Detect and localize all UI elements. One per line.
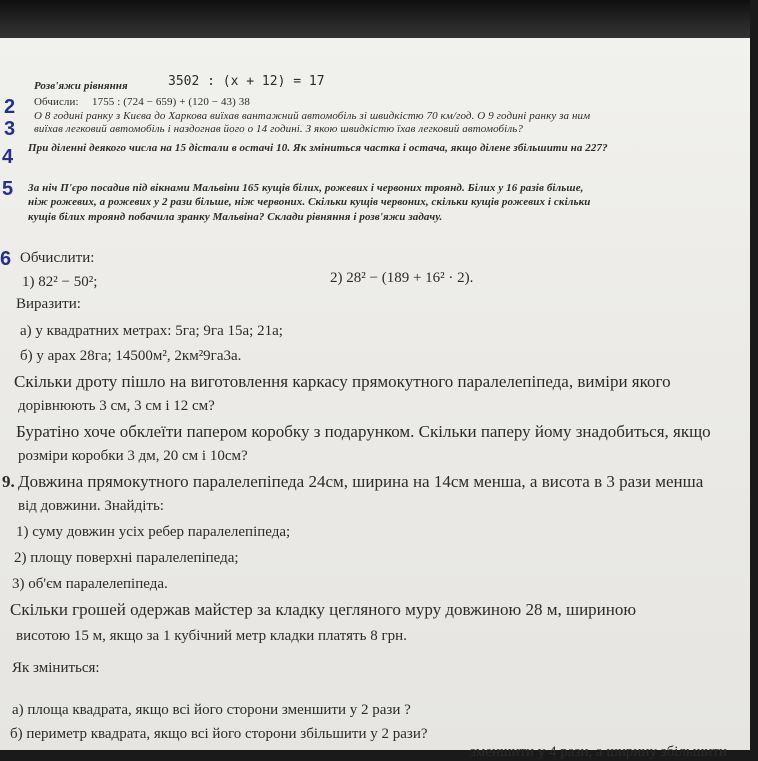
change-item-a: а) площа квадрата, якщо всі його сторони зменшити у 2 рази ? <box>12 702 411 718</box>
problem-9-number: 9. <box>2 472 15 491</box>
change-item-b: б) периметр квадрата, якщо всі його сторони збільшити у 2 рази? <box>10 726 428 742</box>
problem-3-line-1: О 8 годині ранку з Києва до Харкова виїхав вантажний автомобіль зі швидкістю 70 км/год. О 9 годині ранку за ним <box>34 110 591 122</box>
textbook-page <box>0 38 750 760</box>
problem-5-line-2: ніж рожевих, а рожевих у 2 рази більше, ніж червоних. Скільки кущів червоних, скільки кущів рожевих і скільки <box>28 196 591 208</box>
wire-problem-line-2: дорівнюють 3 см, 3 см і 12 см? <box>18 398 215 414</box>
handwritten-mark-6: 6 <box>0 248 12 270</box>
change-item-c-partial: зменшити у 4 рази, а ширину збільшити <box>470 744 727 760</box>
handwritten-mark-5: 5 <box>2 178 14 200</box>
equation: 3502 : (x + 12) = 17 <box>168 74 325 89</box>
change-title: Як зміниться: <box>12 660 100 676</box>
problem-3-line-2: виїхав легковий автомобіль і наздогнав його о 14 годині. З якою швидкістю їхав легковий автомобіль? <box>34 123 523 135</box>
express-item-b: б) у арах 28га; 14500м², 2км²9га3а. <box>20 348 242 364</box>
box-problem-line-1: Буратіно хоче обклеїти папером коробку з подарунком. Скільки паперу йому знадобиться, якщо <box>16 422 711 441</box>
handwritten-mark-2: 2 <box>4 96 16 118</box>
express-item-a: а) у квадратних метрах: 5га; 9га 15а; 21а; <box>20 323 283 339</box>
calc-item-2: 2) 28² − (189 + 16² · 2). <box>330 270 474 286</box>
problem-9-item-3: 3) об'єм паралелепіпеда. <box>12 576 168 592</box>
problem-9-line-2: від довжини. Знайдіть: <box>18 498 164 514</box>
problem-9-line-1: Довжина прямокутного паралелепіпеда 24см, ширина на 14см менша, а висота в 3 рази менша <box>18 472 704 491</box>
handwritten-mark-3: 3 <box>4 118 16 140</box>
problem-5-line-3: кущів білих троянд побачила зранку Мальвіна? Склади рівняння і розв'яжи задачу. <box>28 211 443 223</box>
problem-4: При діленні деякого числа на 15 дістали в остачі 10. Як зміниться частка і остача, якщо ділене збільшити на 227? <box>28 142 608 154</box>
wire-problem-line-1: Скільки дроту пішло на виготовлення каркасу прямокутного паралелепіпеда, виміри якого <box>14 372 671 391</box>
problem-5-line-1: За ніч П'єро посадив під вікнами Мальвіни 165 кущів білих, рожевих і червоних троянд. Білих у 16 разів більше, <box>28 182 584 194</box>
handwritten-mark-4: 4 <box>2 146 14 168</box>
money-problem-line-2: висотою 15 м, якщо за 1 кубічний метр кладки платять 8 грн. <box>16 628 407 644</box>
problem-9-item-1: 1) суму довжин усіх ребер паралелепіпеда; <box>16 524 291 540</box>
problem-9-item-2: 2) площу поверхні паралелепіпеда; <box>14 550 239 566</box>
calc-expression: 1755 : (724 − 659) + (120 − 43) 38 <box>92 96 250 108</box>
calc-label: Обчисли: <box>34 96 79 108</box>
calc-item-1: 1) 82² − 50²; <box>22 274 98 290</box>
equation-label: Розв'яжи рівняння <box>34 80 128 92</box>
express-title: Виразити: <box>16 296 81 312</box>
money-problem-line-1: Скільки грошей одержав майстер за кладку цегляного муру довжиною 28 м, шириною <box>10 600 637 619</box>
calc-title: Обчислити: <box>20 250 95 266</box>
box-problem-line-2: розміри коробки 3 дм, 20 см і 10см? <box>18 448 248 464</box>
